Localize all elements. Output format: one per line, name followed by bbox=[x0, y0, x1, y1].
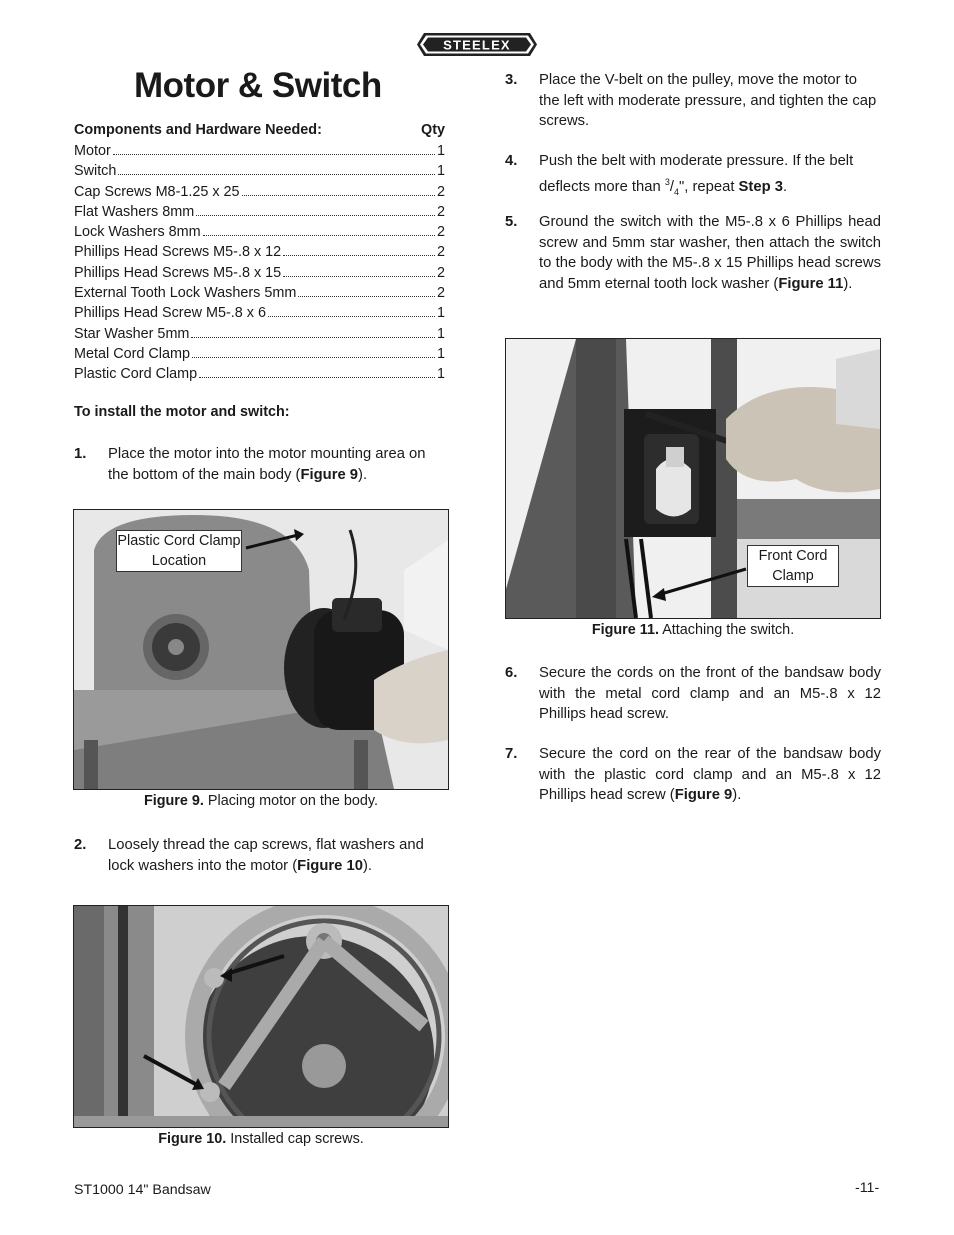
components-header bbox=[74, 120, 445, 141]
component-name: Plastic Cord Clamp bbox=[74, 366, 198, 383]
component-qty: 2 bbox=[436, 183, 445, 200]
component-name: Metal Cord Clamp bbox=[74, 345, 190, 362]
figure-11-photo bbox=[505, 338, 881, 619]
leader-dots bbox=[199, 377, 435, 378]
component-qty: 2 bbox=[436, 244, 445, 261]
step-number: 1. bbox=[74, 446, 87, 462]
figure-9-photo bbox=[73, 509, 449, 790]
step-number: 6. bbox=[505, 665, 518, 681]
component-row bbox=[74, 283, 445, 303]
leader-dots bbox=[242, 195, 435, 196]
component-name: Switch bbox=[74, 163, 117, 180]
step-number: 7. bbox=[505, 746, 518, 762]
step-text: Place the V-belt on the pulley, move the motor to the left with moderate pressure, and tighten the cap screws. bbox=[539, 72, 877, 129]
component-name: Cap Screws M8-1.25 x 25 bbox=[74, 183, 240, 200]
components-header-qty: Qty bbox=[421, 122, 445, 138]
component-row bbox=[74, 324, 445, 344]
component-qty: 1 bbox=[436, 143, 445, 159]
leader-dots bbox=[191, 337, 435, 338]
step-text: Push the belt with moderate pressure. If the belt deflects more than $^3/_4$", repeat Step 3. bbox=[539, 153, 854, 197]
leader-dots bbox=[192, 357, 435, 358]
leader-dots bbox=[268, 316, 435, 317]
step-2 bbox=[74, 835, 450, 876]
step-number: 2. bbox=[74, 837, 87, 853]
figure-11-caption: Figure 11. Attaching the switch. bbox=[591, 622, 795, 638]
leader-dots bbox=[118, 174, 435, 175]
leader-dots bbox=[283, 255, 435, 256]
component-qty: 1 bbox=[436, 305, 445, 322]
plastic-cord-clamp-callout: Plastic Cord Clamp Location bbox=[116, 530, 242, 572]
footer-page-number: -11- bbox=[855, 1180, 880, 1196]
step-text: Loosely thread the cap screws, flat washers and lock washers into the motor (Figure 10). bbox=[108, 837, 424, 874]
component-row bbox=[74, 161, 445, 181]
footer-product-name: ST1000 14" Bandsaw bbox=[74, 1182, 211, 1198]
leader-dots bbox=[203, 235, 435, 236]
component-row bbox=[74, 303, 445, 323]
component-qty: 1 bbox=[436, 366, 445, 383]
logo-text: STEELEX bbox=[443, 37, 511, 53]
step-6 bbox=[505, 663, 881, 725]
component-qty: 1 bbox=[436, 345, 445, 362]
step-4 bbox=[505, 151, 881, 202]
component-name: External Tooth Lock Washers 5mm bbox=[74, 285, 297, 302]
step-text: Place the motor into the motor mounting area on the bottom of the main body (Figure 9). bbox=[108, 446, 426, 483]
component-qty: 2 bbox=[436, 264, 445, 281]
leader-dots bbox=[298, 296, 435, 297]
component-name: Lock Washers 8mm bbox=[74, 224, 201, 241]
component-row bbox=[74, 242, 445, 262]
step-1 bbox=[74, 444, 448, 485]
install-heading: To install the motor and switch: bbox=[74, 404, 290, 420]
components-header-label: Components and Hardware Needed: bbox=[74, 122, 322, 138]
step-number: 4. bbox=[505, 153, 518, 169]
components-list bbox=[74, 120, 445, 385]
component-row bbox=[74, 222, 445, 242]
figure-10-photo bbox=[73, 905, 449, 1128]
step-number: 5. bbox=[505, 214, 518, 230]
component-qty: 2 bbox=[436, 285, 445, 302]
component-row bbox=[74, 263, 445, 283]
step-number: 3. bbox=[505, 72, 518, 88]
component-qty: 1 bbox=[436, 163, 445, 180]
page-title: Motor & Switch bbox=[134, 66, 382, 105]
step-text: Secure the cord on the rear of the bandsaw body with the plastic cord clamp and an M5-.8 x 12 Phillips head screw (Figure 9). bbox=[539, 746, 881, 803]
leader-dots bbox=[113, 154, 435, 155]
steelex-logo bbox=[416, 32, 538, 57]
figure-10-caption: Figure 10. Installed cap screws. bbox=[158, 1131, 364, 1147]
step-5 bbox=[505, 212, 881, 294]
step-text: Ground the switch with the M5-.8 x 6 Phillips head screw and 5mm star washer, then attach the switch to the body with the M5-.8 x 15 Phillips head screws and 5mm eternal tooth lock washer (Figure 11). bbox=[539, 214, 881, 292]
figure-9-caption: Figure 9. Placing motor on the body. bbox=[143, 793, 379, 809]
step-3 bbox=[505, 70, 881, 132]
component-name: Motor bbox=[74, 143, 111, 159]
leader-dots bbox=[196, 215, 435, 216]
component-qty: 2 bbox=[436, 203, 445, 220]
front-cord-clamp-callout: Front Cord Clamp bbox=[747, 545, 839, 587]
leader-dots bbox=[283, 276, 435, 277]
component-name: Phillips Head Screws M5-.8 x 12 bbox=[74, 244, 282, 261]
component-row bbox=[74, 202, 445, 222]
component-qty: 1 bbox=[436, 325, 445, 342]
component-row bbox=[74, 141, 445, 161]
step-7 bbox=[505, 744, 881, 806]
step-text: Secure the cords on the front of the bandsaw body with the metal cord clamp and an M5-.8 x 12 Phillips head screw. bbox=[539, 665, 881, 722]
component-name: Star Washer 5mm bbox=[74, 325, 190, 342]
component-row bbox=[74, 182, 445, 202]
component-name: Phillips Head Screw M5-.8 x 6 bbox=[74, 305, 266, 322]
component-name: Phillips Head Screws M5-.8 x 15 bbox=[74, 264, 282, 281]
component-row bbox=[74, 364, 445, 384]
component-qty: 2 bbox=[436, 224, 445, 241]
component-row bbox=[74, 344, 445, 364]
component-name: Flat Washers 8mm bbox=[74, 203, 195, 220]
